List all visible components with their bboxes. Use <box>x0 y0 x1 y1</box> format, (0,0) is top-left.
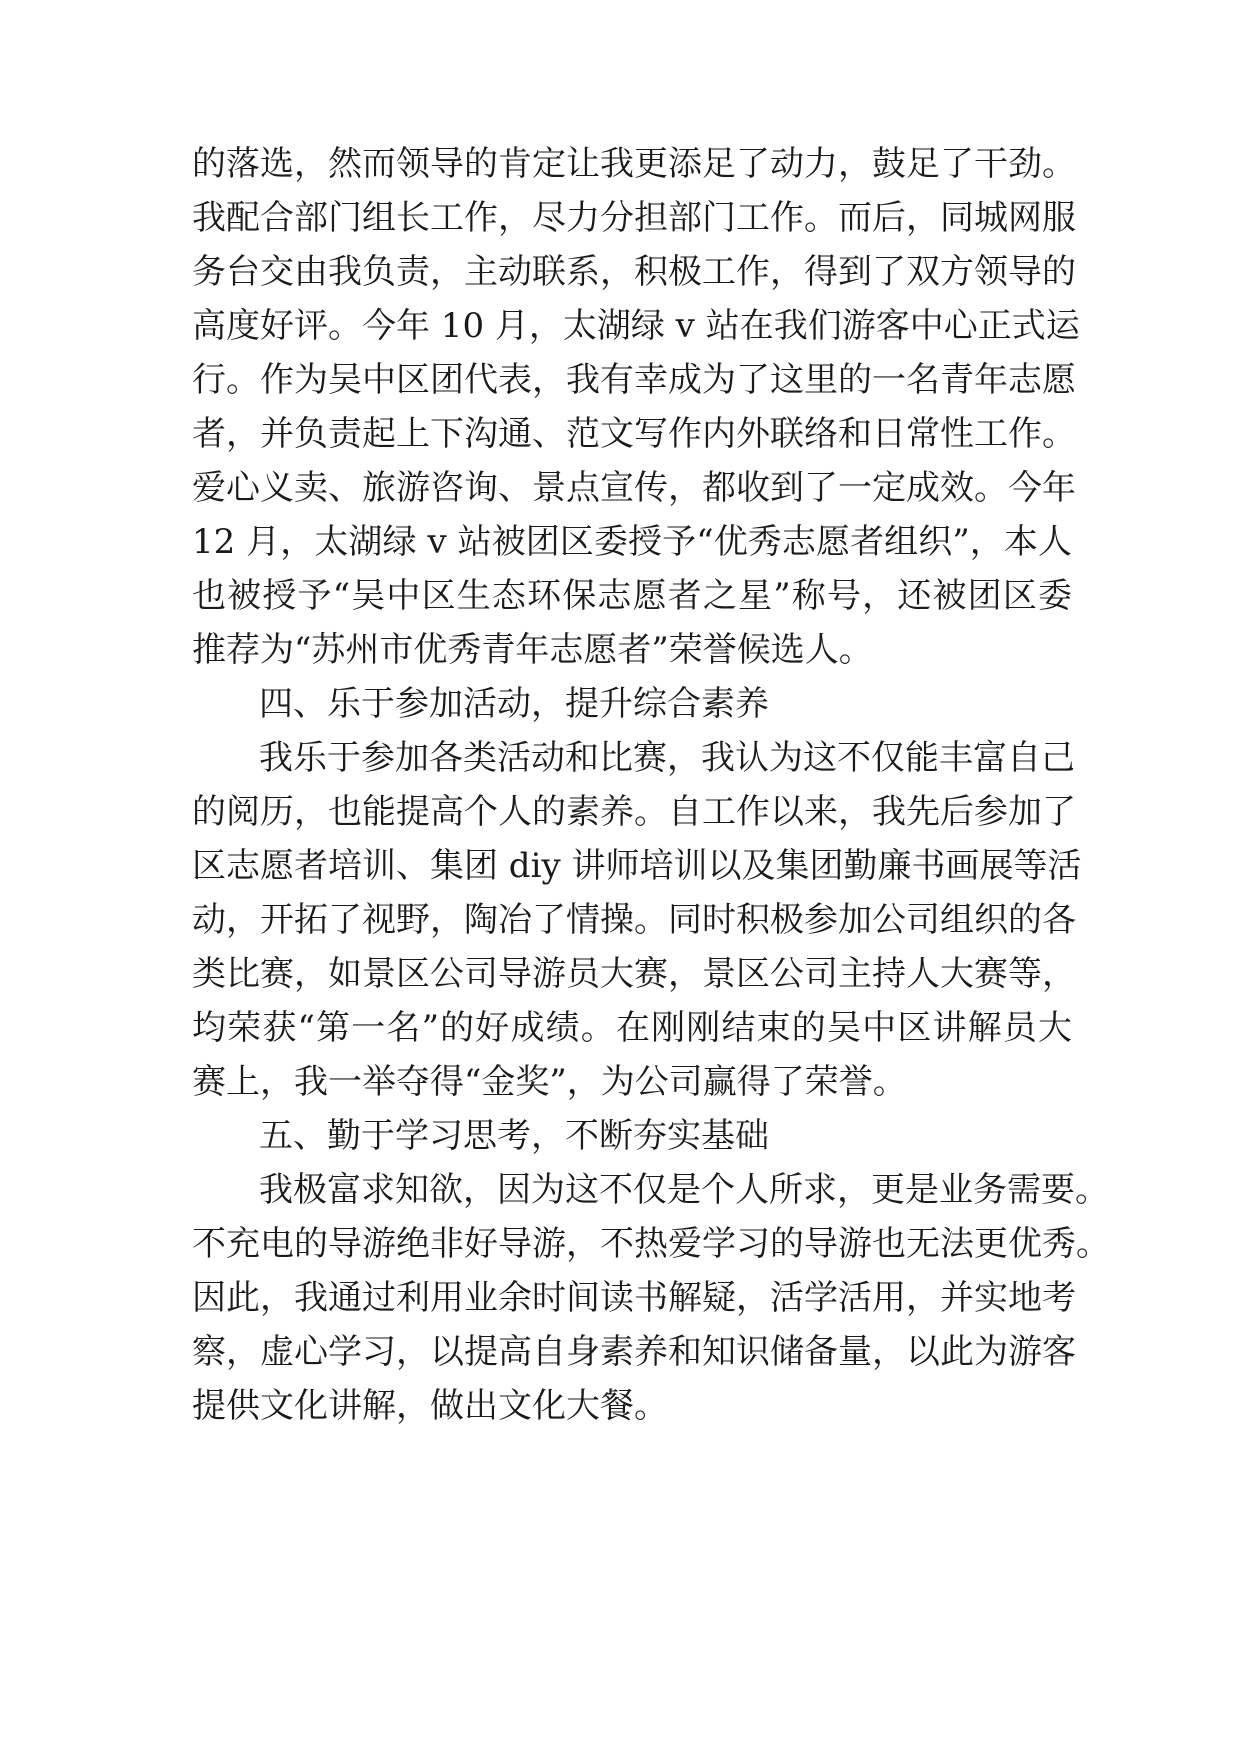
paragraph-line: 我乐于参加各类活动和比赛，我认为这不仅能丰富自己 <box>259 738 1075 778</box>
paragraph-line: 我配合部门组长工作，尽力分担部门工作。而后，同城网服 <box>192 198 1076 238</box>
paragraph-line: 的落选，然而领导的肯定让我更添足了动力，鼓足了干劲。 <box>192 144 1076 184</box>
paragraph-line: 高度好评。今年 10 月，太湖绿 v 站在我们游客中心正式运 <box>192 306 1080 346</box>
paragraph-line: 务台交由我负责，主动联系，积极工作，得到了双方领导的 <box>192 252 1076 292</box>
paragraph-line: 我极富求知欲，因为这不仅是个人所求，更是业务需要。 <box>259 1170 1109 1210</box>
paragraph-line: 均荣获“第一名”的好成绩。在刚刚结束的吴中区讲解员大 <box>192 1008 1072 1048</box>
paragraph-line: 因此，我通过利用业余时间读书解疑，活学活用，并实地考 <box>192 1278 1076 1318</box>
paragraph-line: 的阅历，也能提高个人的素养。自工作以来，我先后参加了 <box>192 792 1076 832</box>
paragraph-line: 爱心义卖、旅游咨询、景点宣传，都收到了一定成效。今年 <box>192 468 1076 508</box>
paragraph-line: 动，开拓了视野，陶冶了情操。同时积极参加公司组织的各 <box>192 900 1076 940</box>
paragraph-line: 者，并负责起上下沟通、范文写作内外联络和日常性工作。 <box>192 414 1076 454</box>
paragraph-line: 行。作为吴中区团代表，我有幸成为了这里的一名青年志愿 <box>192 360 1076 400</box>
paragraph-line: 12 月，太湖绿 v 站被团区委授予“优秀志愿者组织”，本人 <box>192 522 1072 562</box>
paragraph-line: 提供文化讲解，做出文化大餐。 <box>192 1386 668 1426</box>
paragraph-line: 赛上，我一举夺得“金奖”，为公司赢得了荣誉。 <box>192 1062 907 1102</box>
paragraph-line: 不充电的导游绝非好导游，不热爱学习的导游也无法更优秀。 <box>192 1224 1110 1264</box>
paragraph-line: 察，虚心学习，以提高自身素养和知识储备量，以此为游客 <box>192 1332 1076 1372</box>
section-heading: 四、乐于参加活动，提升综合素养 <box>259 684 769 724</box>
paragraph-line: 区志愿者培训、集团 diy 讲师培训以及集团勤廉书画展等活 <box>192 846 1082 886</box>
section-heading: 五、勤于学习思考，不断夯实基础 <box>259 1116 769 1156</box>
paragraph-line: 推荐为“苏州市优秀青年志愿者”荣誉候选人。 <box>192 630 873 670</box>
paragraph-line: 也被授予“吴中区生态环保志愿者之星”称号，还被团区委 <box>192 576 1072 616</box>
paragraph-line: 类比赛，如景区公司导游员大赛，景区公司主持人大赛等， <box>192 954 1076 994</box>
